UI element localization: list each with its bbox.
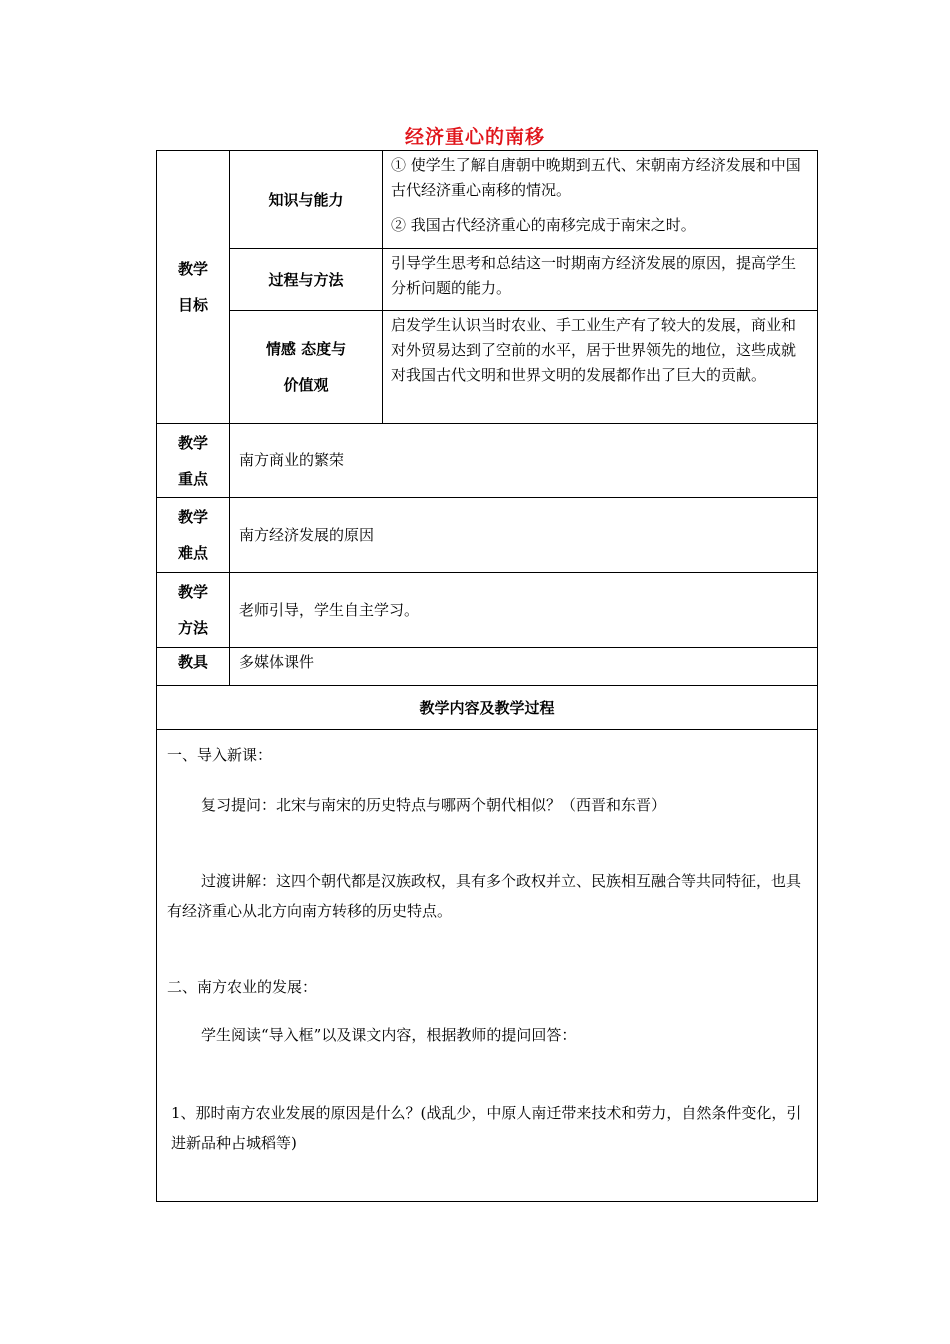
method-text: 老师引导，学生自主学习。 [230,573,818,648]
content-row [157,730,818,1202]
key-point-row [157,424,818,498]
review-question: 复习提问：北宋与南宋的历史特点与哪两个朝代相似？（西晋和东晋） [201,796,667,814]
knowledge-item-1: ① 使学生了解自唐朝中晚期到五代、宋朝南方经济发展和中国古代经济重心南移的情况。 [391,156,801,199]
question-1: 1、那时南方农业发展的原因是什么？(战乱少，中原人南迁带来技术和劳力，自然条件变化，引进新品种占城稻等) [171,1104,802,1152]
process-text: 引导学生思考和总结这一时期南方经济发展的原因，提高学生分析问题的能力。 [383,249,818,311]
document-title: 经济重心的南移 [404,126,545,148]
key-point-label-line2: 重点 [177,469,208,488]
difficulty-text: 南方经济发展的原因 [230,498,818,573]
method-row [157,573,818,648]
emotion-label-line1: 情感 态度与 [265,340,347,358]
tools-text: 多媒体课件 [230,648,818,686]
goals-label-line1: 教学 [177,260,208,278]
difficulty-label [157,498,230,573]
knowledge-text [383,151,818,249]
section-1-heading: 一、导入新课： [167,746,273,764]
knowledge-label: 知识与能力 [230,151,383,249]
emotion-label-line2: 价值观 [283,376,329,394]
method-label-line1: 教学 [177,583,208,601]
difficulty-row [157,498,818,573]
method-label [157,573,230,648]
lesson-plan-table [156,150,818,1202]
key-point-text: 南方商业的繁荣 [230,424,818,498]
key-point-label-line1: 教学 [177,433,208,452]
process-header: 教学内容及教学过程 [157,686,818,730]
goal-row-process [157,249,818,311]
process-header-row [157,686,818,730]
process-label: 过程与方法 [230,249,383,311]
tools-label: 教具 [157,648,230,686]
key-point-label [157,424,230,498]
goals-label [157,151,230,424]
difficulty-label-line1: 教学 [177,508,208,526]
reading-instruction: 学生阅读“导入框”以及课文内容，根据教师的提问回答： [201,1026,577,1044]
lesson-content [157,730,818,1202]
goal-row-emotion [157,311,818,424]
goals-label-line2: 目标 [177,296,208,314]
method-label-line2: 方法 [177,619,208,637]
tools-row [157,648,818,686]
section-2-heading: 二、南方农业的发展： [167,978,318,996]
transition-text: 过渡讲解：这四个朝代都是汉族政权，具有多个政权并立、民族相互融合等共同特征，也具有经济重心从北方向南方转移的历史特点。 [167,872,802,920]
goal-row-knowledge [157,151,818,249]
emotion-text: 启发学生认识当时农业、手工业生产有了较大的发展，商业和对外贸易达到了空前的水平，居于世界领先的地位，这些成就对我国古代文明和世界文明的发展都作出了巨大的贡献。 [383,311,818,424]
difficulty-label-line2: 难点 [177,544,208,562]
knowledge-item-2: ② 我国古代经济重心的南移完成于南宋之时。 [391,216,696,234]
emotion-label [230,311,383,424]
